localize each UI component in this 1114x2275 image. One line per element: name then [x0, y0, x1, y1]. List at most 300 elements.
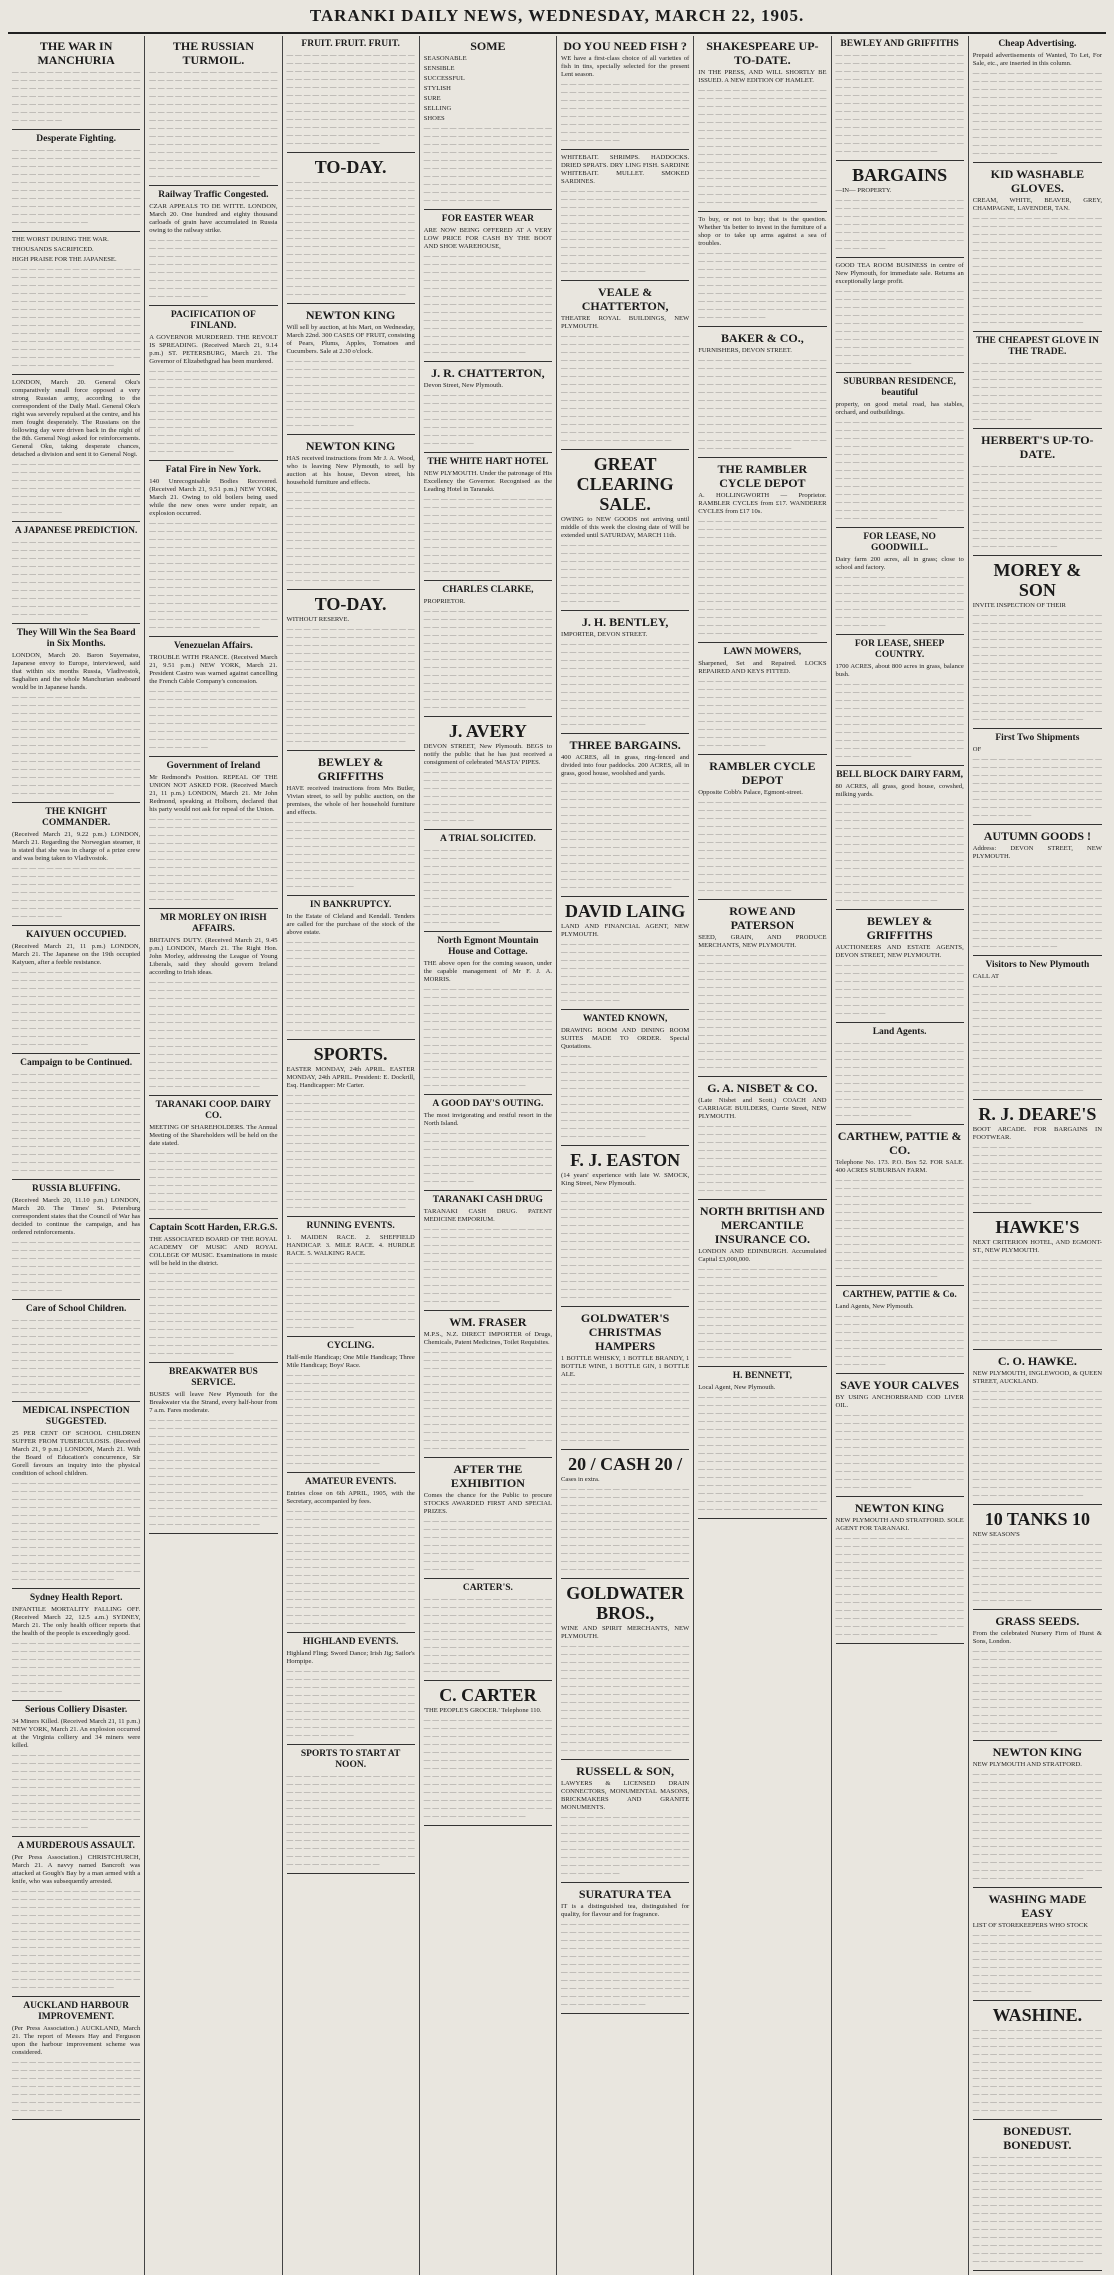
- newsprint-filler: — — — — — — — — — — — — — — — — — — — — — — — — — — — — — — — — — — — — — — — — — — — — — — — — — — — — — — — — — — — — — — — — — — — — — — — — — — — — — — — — — — — — — — — — — — — — — — — — — — — — — — — — — — — — — — — — — — — — — — — — — — — — — — — — — — — — — — — — — — — — — — — — — — — — — — — — — — — — — — — — — — — — — — — — — — — — — — — — — — — — — — — — — — — — — — — —: [12, 1480, 141, 1583]
- article-body: DRAWING ROOM AND DINING ROOM SUITES MADE TO ORDER. Special Quotations.: [561, 1027, 690, 1050]
- article: [287, 1477, 415, 1633]
- column-rule: [12, 1588, 140, 1589]
- newsprint-filler: — — — — — — — — — — — — — — — — — — — — — — — — — — — — — — — — — — — — — — — — — — — — — — — — — — — — — — — — — — — — — — — — — — — — — — — — — — — — — — — — — — — — — — — — — — — — — — — — — — — — — — — — — — — — — — — —: [149, 237, 278, 300]
- article: [424, 214, 552, 362]
- article-body: The most invigorating and restful resort in the North Island.: [423, 1112, 552, 1127]
- column-rule: [698, 1366, 826, 1367]
- column-rule: [973, 1740, 1102, 1741]
- article: [424, 1315, 552, 1458]
- article: [287, 157, 415, 304]
- column-rule: [561, 1145, 689, 1146]
- article-body: NEW PLYMOUTH AND STRATFORD. SOLE AGENT FOR TARANAKI.: [835, 1517, 964, 1532]
- column-rule: [287, 589, 415, 590]
- article-heading: Campaign to be Continued.: [20, 1058, 133, 1068]
- article-heading: KID WASHABLE GLOVES.: [990, 167, 1085, 195]
- article: [836, 532, 964, 635]
- column-rule: [149, 185, 277, 186]
- column-rule: [561, 1578, 689, 1579]
- newsprint-filler: — — — — — — — — — — — — — — — — — — — — — — — — — — — — — — — — — — — — — — — — — — — — — — — — — — — — — — — — — — — — — — — — — — — — — — — — — — — — — — — — — — — — — — — — — — — — — — — — — — — — — — — — — — — — — — — — — — — — — — — — — — — — — — — — — — — — — — — — — — — — — — — —: [835, 681, 964, 760]
- article: [698, 39, 826, 212]
- article-body: IMPORTER, DEVON STREET.: [561, 631, 648, 638]
- article-heading: BEWLEY & GRIFFITHS: [317, 755, 384, 783]
- newsprint-filler: — — — — — — — — — — — — — — — — — — — — — — — — — — — — — — — — — — — — — — — — — — — — — — — — — — — — — — — — — — — — — — — — — — — — — — — — — — — — — — — — — — — — — — — — — — — — — — — — — — — — — — — — — — — — — — — —: [149, 1150, 278, 1213]
- article: [973, 39, 1102, 163]
- article-heading: First Two Shipments: [995, 733, 1080, 743]
- newsprint-filler: — — — — — — — — — — — — — — — — — — — — — — — — — — — — — — — — — — — — — — — — — — — — — — — — — — — — — — — — — — — — — — — — — — — — — — — — — — — — — — — — — — — — — — — — — — — — — — — — — — — — — — — — — — — — — — — — — — — — — — — — — — — — — — — — — — — — — — — — — — — — — — — — — — — — — — — — — — — — — — — — — — — — — — — — — — — — — — — — — — — — — — — — — — — — — — — — — — — — — — — — — — — — — — — —: [972, 983, 1102, 1094]
- article: [561, 738, 689, 897]
- article-heading: A JAPANESE PREDICTION.: [14, 526, 138, 536]
- article-body: 34 Miners Killed. (Received March 21, 11 p.m.) NEW YORK, March 21. An explosion occurred at the Virginia colliery and 34 miners were killed.: [12, 1718, 141, 1749]
- article-body: HAS received instructions from Mr J. A. Wood, who is leaving New Plymouth, to sell by auction at his house, Devon street, his household furniture and effects.: [286, 455, 415, 486]
- newsprint-filler: — — — — — — — — — — — — — — — — — — — — — — — — — — — — — — — — — — — — — — — — — — — — — — — — — — — — — — — — — — — — — — — — — — — — — — — — — — — — — — — — — — — — — — — — — — — — — — — —: [835, 574, 964, 629]
- article: [12, 2001, 140, 2120]
- column-rule: [12, 802, 140, 803]
- newsprint-filler: — — — — — — — — — — — — — — — — — — — — — — — — — — — — — — — — — — — — — — — — — — — — — — — — — — — — — — — — — — — — — — — — — — — — — — — — — — — — — — — — — — — — — — — — — — — — — — — — — — — — — — — — — — — — — — — — — — — — — — — — — — — — — — — —: [286, 1260, 415, 1331]
- article-heading: FOR LEASE, SHEEP COUNTRY.: [854, 639, 945, 660]
- article-body: BY USING ANCHORBRAND COD LIVER OIL.: [835, 1394, 964, 1409]
- article: [424, 721, 552, 830]
- article-heading: IN BANKRUPTCY.: [309, 900, 392, 910]
- newsprint-filler: — — — — — — — — — — — — — — — — — — — — — — — — — — — — — — — — — — — — — — — — — — — — — — — — — — — — — — — — — — — — — — — — — — — — — — — — — — — — — — — — — — — — — — — — — — — — — — — — — — — — — — — — — — — — — — — — — — — — — — — — — — — — — — — — — — — — — — — — — — — — — — — — — — — — — — — — — — — — — — — — — — — — — — — — — — — — — — — — — — — — — — — — — — — — — — — — — — — — — — — — — — — — — — — — — — — — — — — — — — — — — — — —: [698, 1394, 827, 1513]
- newsprint-filler: — — — — — — — — — — — — — — — — — — — — — — — — — — — — — — — — — — — — — — — — — — — — — — — — — — — — — — — — — — — — — — — — — — — — — — — — — — — — — — — — — — — — — — — — — — — — — — — — — — — — — — — — — — — — — — — — — — — — — — — — — — — — — — — — — — — — — — — — — — — — — — — — — — — — — — — — — — — — — — — — — — — — — — — — — — — — — — — —: [698, 1266, 827, 1361]
- newsprint-filler: — — — — — — — — — — — — — — — — — — — — — — — — — — — — — — — — — — — — — — — — — — — — — — — — — — — — — — — — — — — — — — — — — — — — — — — — — — — — — — — — — — — — — — — — — — — — — — — — — — — — — — — — — — — — — — — — — — — — — — — — — — — — — — — — — — — — — — — — — — — — — — — —: [423, 847, 552, 926]
- article-heading: LAWN MOWERS,: [723, 647, 802, 657]
- column-rule: [424, 361, 552, 362]
- article: [12, 1705, 140, 1837]
- column-rule: [561, 1449, 689, 1450]
- column-rule: [973, 1212, 1102, 1213]
- article-body: BOOT ARCADE. FOR BARGAINS IN FOOTWEAR.: [972, 1126, 1102, 1141]
- article: [149, 1100, 277, 1219]
- article-body: (14 years' experience with late W. SMOCK, King Street, New Plymouth.: [561, 1172, 690, 1187]
- column-rule: [424, 1825, 552, 1826]
- article-heading: 20 / CASH 20 /: [568, 1454, 683, 1474]
- column-rule: [698, 326, 826, 327]
- article-body: Mr Redmond's Position. REPEAL OF THE UNION NOT ASKED FOR. (Received March 21, 11 p.m.) LONDON, March 21. Mr John Redmond, speaking at Holborn, declared that his party would not ask for repeal of the Union.: [149, 774, 278, 813]
- column-rule: [973, 331, 1102, 332]
- article: [149, 1367, 277, 1534]
- article: [424, 1195, 552, 1311]
- article: [424, 457, 552, 581]
- article-heading: WASHING MADE EASY: [988, 1892, 1087, 1920]
- article-body: (Received March 21, 9.22 p.m.) LONDON, March 21. Regarding the Norwegian steamer, it is stated that she was in charge of a prize crew and was being taken to Vladivostok.: [12, 831, 141, 862]
- article-heading: SPORTS TO START AT NOON.: [300, 1749, 401, 1770]
- column-rule: [149, 1362, 277, 1363]
- column-rule: [836, 1373, 964, 1374]
- column-1: [8, 36, 145, 2275]
- article-heading: NORTH BRITISH AND MERCANTILE INSURANCE CO.: [699, 1204, 825, 1246]
- newsprint-filler: — — — — — — — — — — — — — — — — — — — — — — — — — — — — — — — — — — — — — — — — — — — — — — — — — — — — — — — — — — — — — — — — — — — — — — — — — — — — — — — — — — — — — — — — — — — — — — — — — — — — — — — — — — — — — — — — — — — — — — — — — — — — — — — — — — — — — — — — — — — — — — — — — — — — — — — — — — — — — — — —: [972, 1648, 1102, 1735]
- article: [973, 829, 1102, 956]
- column-rule: [12, 374, 140, 375]
- article-body: TARANAKI CASH DRUG. PATENT MEDICINE EMPORIUM.: [423, 1208, 552, 1223]
- article: [973, 2124, 1102, 2271]
- article: [973, 167, 1102, 332]
- column-5: [557, 36, 694, 2275]
- article-body: SEASONABLE: [423, 55, 467, 62]
- newsprint-filler: — — — — — — — — — — — — — — — — — — — — — — — — — — — — — — — — — — — — — — — — — — — — — — — — — — — — — — — — — — — — — — — — — — — — — — — — — — — — — — — — — — — — — — — — — — — — — — — — — — — — — — — — — — — — — — — — — — — — — — — — — — — — — — — — — — — — — — — — — — — — — — — — — — — — — — — — — — — — — — — — — — — — — — — — — — — — — — — —: [698, 799, 827, 894]
- article: [287, 1341, 415, 1473]
- article-body: THOUSANDS SACRIFICED.: [12, 246, 94, 253]
- newsprint-filler: — — — — — — — — — — — — — — — — — — — — — — — — — — — — — — — — — — — — — — — — — — — — — — — — — — — — — — — — — — — — — — — — — — — — — — — — — — — — — — — — — — — — — — — — — — — — — — — —: [12, 1239, 141, 1294]
- article: [836, 1027, 964, 1125]
- article-body: NEW PLYMOUTH. Under the patronage of His Excellency the Governor. Recognised as the Leading Hotel in Taranaki.: [423, 470, 552, 493]
- column-rule: [12, 231, 140, 232]
- column-rule: [149, 1095, 277, 1096]
- article: [287, 308, 415, 435]
- article-heading: Care of School Children.: [25, 1304, 127, 1314]
- article: [698, 1204, 826, 1367]
- masthead-title: TARANKI DAILY NEWS, WEDNESDAY, MARCH 22, 1905.: [309, 6, 805, 25]
- column-rule: [424, 716, 552, 717]
- column-rule: [561, 896, 689, 897]
- article: [287, 1749, 415, 1874]
- newsprint-filler: — — — — — — — — — — — — — — — — — — — — — — — — — — — — — — — — — — — — — — — — — — — — — — — — — — — — — — — — — — — — — — — — — — — — — — — — — — — — — — — — — — — — — — — — — — — — — — — —: [12, 865, 141, 920]
- article-body: 1700 ACRES, about 800 acres in grass, balance bush.: [835, 663, 964, 678]
- newsprint-filler: — — — — — — — — — — — — — — — — — — — — — — — — — — — — — — — — — — — — — — — — — — — — — — — — — — — — — — — — — — — — — — — — — — — — — — — — — — — — — — — — — — — — — — — — — — — — — — — — — — — — — — — — — — — — — — — — — — — — — — — — — — — — — — — — — — — — — — — — — — — — — — — — — — — — — — — — — — — — — — — — — — — — — — — — — — — — — — — — — — — — — — — — — — — — — — — — — — — — — — — — — — — — — — — —: [561, 333, 690, 444]
- article-heading: GRASS SEEDS.: [995, 1614, 1080, 1628]
- column-rule: [424, 829, 552, 830]
- article-heading: DAVID LAING: [565, 901, 686, 921]
- newsprint-filler: — — — — — — — — — — — — — — — — — — — — — — — — — — — — — — — — — — — — — — — — — — — — — — — — — — — — — — — — — — — — — — — — — — — — — — — — — — — — — — — — — — — — — — — — — — — — — — — — — — — — — — — — — — — — — — — — — — — — — — — — — — — — — — — — — — — — — — — — — — — — — — — — — — — — — — — — — — — — — — — — — — — — — — — — — — — — — — — — — — — — — — — — — — — — — — — — — — — — — — — — — — — — — — — —: [561, 1190, 690, 1301]
- article: [698, 904, 826, 1077]
- newsprint-filler: — — — — — — — — — — — — — — — — — — — — — — — — — — — — — — — — — — — — — — — — — — — — — — — — — — — — — — — — — — — — — — — — — — — — — — — — — — — — — — — — — — — — — — — — — — — — — — — — — — — — — — — — — — — — — — — — — — — — — — — — — — — — — — — — — — — — — — — — — — — — — — — — — — — — — — — — — — — — — — — — — — — — — — — — — — — — — — — — — — — — — — — — — — — — — — — — — — — — — — — — — — — — — — — —: [972, 2154, 1102, 2265]
- article-body: Opposite Cobb's Palace, Egmont-street.: [698, 789, 803, 796]
- article-heading: DO YOU NEED FISH ?: [563, 39, 687, 53]
- article-body: SELLING: [423, 105, 452, 112]
- article-heading: VEALE & CHATTERTON,: [581, 285, 669, 313]
- column-rule: [836, 257, 964, 258]
- article-heading: MEDICAL INSPECTION SUGGESTED.: [22, 1406, 130, 1427]
- newsprint-filler: — — — — — — — — — — — — — — — — — — — — — — — — — — — — — — — — — — — — — — — — — — — — — — — — — — — — — — — — — — — — — — — — — — — — — — — — — — — — — — — — — — — — — — — — — — — — — — — — — — — — — — — — — — — — — — — —: [561, 1381, 690, 1444]
- newsprint-filler: — — — — — — — — — — — — — — — — — — — — — — — — — — — — — — — — — — — — — — — — — — — — — — — — — — — — — — — — — — — — — — — — — — — — — — — — — — — — — — — — — — — — — — — — — — — — — — — — — — — — — — — — — — — — — — — — — — — — — — — — — — — — — — — — — — — — — — — — — — — — — — — — — — — — — — — — — — — — — — — — — — — — — — — — — — — — — — — — — — — — — — — — — — — — — — — —: [12, 266, 141, 369]
- article: [698, 1371, 826, 1519]
- article: [698, 331, 826, 458]
- newsprint-filler: — — — — — — — — — — — — — — — — — — — — — — — — — — — — — — — — — — — — — — — — — — — — — — — — — — — — — — — — — — — — — — — — — — — — — — — — — — — — — — — — — — — — — — — — — — — — — — — — — — — — — — — — — — — — — — — — — — — — — — — — — — — — — — — — — — — — — — — — — — — — — — — —: [423, 125, 552, 204]
- article: [561, 615, 689, 734]
- newsprint-filler: — — — — — — — — — — — — — — — — — — — — — — — — — — — — — — — — — — — — — — — — — — — — — — — — — — — — — — — — — — — — — — — — — — — — — — — — — — — — — — — — — — — — — — — — — — — — — — — — — — — — — — — — — — — — — — — —: [972, 360, 1102, 423]
- newsprint-filler: — — — — — — — — — — — — — — — — — — — — — — — — — — — — — — — — — — — — — — — — — — — — — — — — — — — — — — — — — — — — — — — — — — — — — — — — — — — — — — — — — — — — — — — — — — — — — — — — — — — — — — — — — — — — — — — — — — — — — — — — — — — — — — — — — — — — — — — — — — — — — — — — — — — — — — — — — — — — — — — —: [972, 1257, 1102, 1344]
- article-body: —IN— PROPERTY.: [835, 187, 892, 194]
- article-heading: SPORTS.: [313, 1044, 388, 1064]
- article-heading: AUCKLAND HARBOUR IMPROVEMENT.: [23, 2001, 130, 2022]
- article-body: Comes the chance for the Public to procure STOCKS AWARDED FIRST AND SPECIAL PRIZES.: [423, 1492, 552, 1515]
- article: [287, 39, 415, 153]
- article-body: Sharpened, Set and Repaired. LOCKS REPAIRED AND KEYS FITTED.: [698, 660, 827, 675]
- article-body: Address: DEVON STREET, NEW PLYMOUTH.: [972, 845, 1102, 860]
- article-heading: GOLDWATER BROS.,: [566, 1583, 684, 1623]
- article-heading: FOR EASTER WEAR: [441, 214, 534, 224]
- column-rule: [973, 728, 1102, 729]
- article: [561, 454, 689, 611]
- article-heading: HAWKE'S: [995, 1217, 1080, 1237]
- article-heading: G. A. NISBET & CO.: [707, 1081, 818, 1095]
- newsprint-filler: — — — — — — — — — — — — — — — — — — — — — — — — — — — — — — — — — — — — — — — — — — — — — — — — — — — — — — — — — — — — — — — — — — — — — — — — — — — — — — — — — — — — — — — — — — — — — — — — — — — — — — — — — — — — — — — — — — — — — — — — — — — — — — — — — — — — — — — — — — — — — — — — — — — — — — — — — — — — — — — — — — — — — — — — — — — — — — — — — — — — — — — — — — — — — — — — — — — — — — — — — — — — — — — —: [149, 1417, 278, 1528]
- newsprint-filler: — — — — — — — — — — — — — — — — — — — — — — — — — — — — — — — — — — — — — — — — — — — — — — — — — — — — — — — — — — — — — — — — — — — — — — — — — — — — — — — — — — — — — — — — — — — — — — — — — — — — — — — — — — — — — — — — — — — — — — — — — — — — — — — — — — — — — — — — — — — — — — — — — — — — — — — — — — — — — — — — — — — — — — — — — — — — — — — — — — — — — — — — — — — — — — — —: [423, 986, 552, 1089]
- article-body: (Per Press Association.) CHRISTCHURCH, March 21. A navvy named Bancroft was attacked at Gough's Bay by a man armed with a knife, who was subsequently arrested.: [12, 1854, 141, 1885]
- column-rule: [149, 460, 277, 461]
- column-4: [420, 36, 557, 2275]
- article-body: M.P.S., N.Z. DIRECT IMPORTER of Drugs, Chemicals, Patent Medicines, Toilet Requisites.: [423, 1331, 552, 1346]
- article: [12, 236, 140, 375]
- article-body: NEXT CRITERION HOTEL, AND EGMONT-ST., NEW PLYMOUTH.: [972, 1239, 1102, 1254]
- column-rule: [836, 1124, 964, 1125]
- article: [561, 154, 689, 281]
- article-heading: NEWTON KING: [992, 1745, 1083, 1759]
- article-heading: GOLDWATER'S CHRISTMAS HAMPERS: [580, 1311, 670, 1353]
- article: [973, 433, 1102, 556]
- article-heading: Railway Traffic Congested.: [158, 190, 269, 200]
- column-rule: [424, 1190, 552, 1191]
- article: [424, 39, 552, 210]
- article: [561, 1583, 689, 1760]
- article-body: THE ASSOCIATED BOARD OF THE ROYAL ACADEMY OF MUSIC AND ROYAL COLLEGE OF MUSIC. Examinations in music will be held in the district.: [149, 1236, 278, 1267]
- article-heading: CARTHEW, PATTIE & CO.: [837, 1129, 962, 1157]
- article: [561, 1150, 689, 1307]
- column-rule: [698, 1199, 826, 1200]
- article-heading: Visitors to New Plymouth: [985, 960, 1090, 970]
- article: [12, 1406, 140, 1589]
- column-rule: [12, 1053, 140, 1054]
- article-heading: A GOOD DAY'S OUTING.: [432, 1099, 544, 1109]
- article: [12, 1593, 140, 1701]
- newsprint-filler: — — — — — — — — — — — — — — — — — — — — — — — — — — — — — — — — — — — — — — — — — — — — — — — — — — — — — — — — — — — — — — — — — — — — — — — — — — — — — — — — — — — — — — — — — — — — — — — — — — — — — — — — — — — — — — — —: [561, 542, 690, 605]
- column-rule: [12, 1996, 140, 1997]
- newsprint-filler: — — — — — — — — — — — — — — — — — — — — — — — — — — — — — — — — — — — — — — — — — — — — — — — — — — — — — — — — — — — — — — — — — — — — — — — — — — — — — — — — — — — — — — — — — — — — — — — — — — — — — — — — — — — — — — — — — — — — — — — — — — — — — — — —: [698, 678, 827, 749]
- column-rule: [561, 149, 689, 150]
- article: [12, 526, 140, 624]
- column-rule: [561, 1306, 689, 1307]
- article-heading: PACIFICATION OF FINLAND.: [170, 310, 256, 331]
- article-body: PROPRIETOR.: [423, 598, 466, 605]
- column-rule: [561, 1759, 689, 1760]
- newsprint-filler: — — — — — — — — — — — — — — — — — — — — — — — — — — — — — — — — — — — — — — — — — — — — — — — — — — — — — — — — — — — — — — — — — — — — — — — — — — — — — — — — — — — — — — — — — — — — — — — — — — — — — — — — — — — — — — — — — — — — — — — — — — — — — — — — — — — — — — — — — — — — — — — — — — — — — — — — — — — — — — — — — — — — — — — — — — — — — — — — — — — — — — — — — — — — — — — —: [423, 1349, 552, 1452]
- newsprint-filler: — — — — — — — — — — — — — — — — — — — — — — — — — — — — — — — — — — — — — — — — — — — — — — — — — — — — — — — — — — — — — — — — — — — — — — — — — — — — — — — — — — — — — — — — — — — — — — — — — — — — — — — — — — — — — — — — — — — — — — — — — — — — — — — — — — — — — — — — — — — — — — — —: [423, 1596, 552, 1675]
- article-heading: THE WAR IN MANCHURIA: [37, 39, 115, 67]
- newsprint-filler: — — — — — — — — — — — — — — — — — — — — — — — — — — — — — — — — — — — — — — — — — — — — — — — — — — — — — — — — — — — — — — — — — — — — — — — — — — — — — — — — — — — — — — — — — — — — — — — — — — — — — — — — — — — — — — — — — — — — — — — — — — — — — — — — — — — — — — — — — — — — — — — — — — — — — — — — — — — — — — — —: [561, 188, 690, 275]
- column-rule: [561, 1882, 689, 1883]
- newsprint-filler: — — — — — — — — — — — — — — — — — — — — — — — — — — — — — — — — — — — — — — — — — — — — — — — — — — — — — — — — — — — — — — — — — — — — — — — — — — — — — — — — — — — — — — — — — — — — — — — — — — — — — — — — — — — — — — — —: [149, 688, 278, 751]
- column-rule: [287, 303, 415, 304]
- column-rule: [424, 1578, 552, 1579]
- article-heading: RUSSELL & SON,: [576, 1764, 674, 1778]
- newsprint-filler: — — — — — — — — — — — — — — — — — — — — — — — — — — — — — — — — — — — — — — — — — — — — — — — — — — — — — — — — — — — — — — — — — — — — — — — — — — — — — — — — — — — — — — — — — — — — — — — — — — — — — — — — — — — — — — — — — — — — — — — — — — — — — — — — — — — — — — — — — — — — — — — — — — — — — — — — — — — — — — — — — — — — — — — — — — — — — — — — — — — — — — — — — — — — — — — —: [423, 253, 552, 356]
- article: [561, 1764, 689, 1883]
- article-heading: Sydney Health Report.: [29, 1593, 123, 1603]
- article-heading: SAVE YOUR CALVES: [840, 1378, 960, 1392]
- article: [12, 807, 140, 926]
- column-rule: [424, 1094, 552, 1095]
- article: [12, 930, 140, 1054]
- column-rule: [12, 129, 140, 130]
- article: [973, 960, 1102, 1100]
- newsprint-filler: — — — — — — — — — — — — — — — — — — — — — — — — — — — — — — — — — — — — — — — — — — — — — — — — — — — — — — — — — — — — — — — — — — — — — — — — — — — — — — — — — — — — — — — — — — — — — — — — — — — — — — — — — — — — — — — — — — — — — — — — — — — — — — — — — — — — — — — — — — — — — — — — — — — — — — — — — — — — — — — — — — — — — — — — — — — — — — — — — — — — — — — — — — — — — — — — — — — — — — — — — — — — — — — — — — — — — — — — — — — — — — — —: [698, 87, 827, 206]
- column-rule: [561, 610, 689, 611]
- article: [424, 1099, 552, 1191]
- article-heading: CARTHEW, PATTIE & Co.: [842, 1290, 957, 1300]
- article: [698, 759, 826, 900]
- article: [12, 1184, 140, 1300]
- newsprint-filler: — — — — — — — — — — — — — — — — — — — — — — — — — — — — — — — — — — — — — — — — — — — — — — — — — — — — — — — — — — — — — — — — — — — — — — — — — — — — — — — — — — — — — — — — — — — — — — — — — — — — — — — — — — — — — — — — — — — — — — — — — — — — — — — — — — — — — — — — — — — — — — — — — — — — — — — — — — — — — — — — — — — — — — — — — — — — — — — — — — — — — — — — — — — — — — — — — — — — — — — — — — — — — — — —: [149, 979, 278, 1090]
- column-rule: [424, 452, 552, 453]
- article-body: WITHOUT RESERVE.: [286, 616, 350, 623]
- article-heading: Desperate Fighting.: [36, 134, 116, 144]
- article-heading: WANTED KNOWN,: [582, 1014, 668, 1024]
- column-rule: [287, 1632, 415, 1633]
- article-body: A GOVERNOR MURDERED. THE REVOLT IS SPREADING. (Received March 21, 9.14 p.m.) ST. PETERSBURG, March 21. The Governor of Elizabethgrad has been murdered.: [149, 334, 278, 365]
- newsprint-filler: — — — — — — — — — — — — — — — — — — — — — — — — — — — — — — — — — — — — — — — — — — — — — — — — — — — — — — — — — — — — — — — — — — — — — — — — — — — — — — — — — — — — — — — — — — — — — — — — — — — — — — — — — — — — — — — —: [972, 1144, 1102, 1207]
- newsprint-filler: — — — — — — — — — — — — — — — — — — — — — — — — — — — — — — — — — — — — — — — — — — — — — — — — — — — — — — — — — — — — — — — — — — — — — — — — — — — — — — — — — — — — — — — — — — — — — — — — — — — — — — — — — — — — — — — — — — — — — — — — — — — — — — — — — — — — — — — — — — — — — — — — — — — — — — — — — — — — — — — — — — — — — — — — — — — — — — — — — — — — — — — — — — — — — — — — — — — — — — — — — — — — — — — — — — — — — — — — — — — — — — — —: [698, 952, 827, 1071]
- article-heading: SUBURBAN RESIDENCE, beautiful: [843, 377, 956, 398]
- newsprint-filler: — — — — — — — — — — — — — — — — — — — — — — — — — — — — — — — — — — — — — — — — — — — — — — — — — — — — — — — — — — — — — — — — — — — — — — — — — — — — — — — — — — — — — — — — — — — — — — — — — — — — — — — — — — — — — — — — — — — — — — — — — — — — — — — —: [286, 358, 415, 429]
- article-heading: TO-DAY.: [314, 157, 387, 177]
- article-body: Entries close on 6th APRIL, 1905, with the Secretary, accompanied by fees.: [286, 1490, 415, 1505]
- article-body: THE above open for the coming season, under the capable management of Mr F. J. A. MORRIS.: [423, 960, 552, 983]
- newsprint-filler: — — — — — — — — — — — — — — — — — — — — — — — — — — — — — — — — — — — — — — — — — — — — — — — — — — — — — — — — — — — — — — — — — — — — — — — — — — — — — — — — — — — — — — — — — — — — — — — — — — — — — — — — — — — — — — — — — — — — — — — — — — — — — — — — — — — — — — — — — — — — — — — — — — — — — — — — — — — — — — — — — — — — — — — — — — — — — — — — — — — — — — — — — — — — — — — — — — — — — — — — — — — — — — — — — — — — — — — — — — — — — — — —: [698, 518, 827, 637]
- article: [12, 628, 140, 803]
- column-rule: [287, 1873, 415, 1874]
- article-heading: J. AVERY: [448, 721, 527, 741]
- newsprint-filler: — — — — — — — — — — — — — — — — — — — — — — — — — — — — — — — — — — — — — — — — — — — — — — — — — — — — — — — — — — — — — — — — — — — — — — — — — — — — — — — — — — — — — — — — — — — — — — — — — — — — — — — — — — — — — — — — — — — — — — — — — — — — — — — — — — — — — — — — — — — — — — — —: [12, 539, 141, 618]
- article-heading: J. H. BENTLEY,: [581, 615, 669, 629]
- column-rule: [287, 1744, 415, 1745]
- newsprint-filler: — — — — — — — — — — — — — — — — — — — — — — — — — — — — — — — — — — — — — — — — — — — — — — — — — — — — — — — — — — — — — — — — — — — — — — — — — — — — — — — — — — — — — — — — — — — — — — — —: [835, 197, 964, 252]
- article-body: 140 Unrecognisable Bodies Recovered. (Received March 21, 9.51 p.m.) NEW YORK, March 21. Owing to old boilers being used while the new ones were under repair, an explosion occurred.: [149, 478, 278, 517]
- article-body: Highland Fling; Sword Dance; Irish Jig; Sailor's Hornpipe.: [286, 1650, 415, 1665]
- article: [973, 336, 1102, 429]
- column-rule: [973, 2000, 1102, 2001]
- column-rule: [698, 754, 826, 755]
- newsprint-filler: — — — — — — — — — — — — — — — — — — — — — — — — — — — — — — — — — — — — — — — — — — — — — — — — — — — — — — — — — — — — — — — — — — — — — — — — — — — — — — — — — — — — — — — — — — — — — — — — — — — — — — — — — — — — — — — — — — — — — — — — — — — — — — — — — — — — — — — — — — — — — — — — — — — — — — — — — — — — — — — — — — — — — — — — — — — — — — — — — — — — — — — — — — — — — — — — — — — — — — — — — — — — — — — — — — — — — — — — — — — — — — — —: [286, 626, 415, 745]
- article-body: SHOES: [423, 115, 445, 122]
- article: [149, 913, 277, 1096]
- article-body: NEW SEASON'S: [972, 1531, 1020, 1538]
- article-heading: MR MORLEY ON IRISH AFFAIRS.: [160, 913, 267, 934]
- article-heading: BELL BLOCK DAIRY FARM,: [836, 770, 964, 780]
- article: [836, 165, 964, 258]
- column-rule: [973, 1099, 1102, 1100]
- article-heading: CHARLES CLARKE,: [442, 585, 534, 595]
- column-rule: [698, 642, 826, 643]
- column-rule: [698, 211, 826, 212]
- article-body: TROUBLE WITH FRANCE. (Received March 21, 9.51 p.m.) NEW YORK, March 21. President Castro was warned against cancelling the French Cable Company's concession.: [149, 654, 278, 685]
- article: [424, 366, 552, 453]
- column-rule: [149, 636, 277, 637]
- article-heading: AUTUMN GOODS !: [983, 829, 1092, 843]
- newsprint-filler: — — — — — — — — — — — — — — — — — — — — — — — — — — — — — — — — — — — — — — — — — — — — — — — — — — — — — — — — — — — — — — — — — — — — — — — — — — — — — — — — — — — — — — — — — — — — — — — — — — — — — — — — — — — — — — — — — — — — — — — — — — — — — — — — — — — — — — — — — — — — — — — — — — — — — — — — — — — — — — — — — — — — — — — — — — — — — — — —: [286, 939, 415, 1034]
- newsprint-filler: — — — — — — — — — — — — — — — — — — — — — — — — — — — — — — — — — — — — — — — — — — — — — — — — — — — — — — — — — — — — — — — — — — — — — — — — — — — — — — — — — — — — — — — — — — — — — — — — — — — — — — — — — — — — — — — — — — — — — — — — — — — — — — — — — — — — — — — — — — — — — — — — — — — — — — — — — — — — — — — — — — — — — — — — — — — — — — — — — — — — — — — — — — — — — — — — — — — — — — — — — — — — — — — —: [149, 69, 278, 180]
- article-heading: GREAT CLEARING SALE.: [576, 454, 674, 514]
- article-heading: North Egmont Mountain House and Cottage.: [437, 936, 539, 957]
- newsprint-filler: — — — — — — — — — — — — — — — — — — — — — — — — — — — — — — — — — — — — — — — — — — — — — — — — — — — — — — — — — — — — — — — — — — — — — — — — — — — — — — — — — — — — — — — — — — — — — — — — — — — — — — — — — — — — — — — — — — — — — — — — — — — — — — — — — — — — — — — — — — — — — — — — — — — — — — — — — — — — — — — — — — — — — — — — — — — — — — — — — — — — — — — — — — — — — — — — — — — — — — — — — — — — — — — —: [972, 612, 1102, 723]
- article-body: OWING to NEW GOODS not arriving until middle of this week the closing date of Will be extended until SATURDAY, MARCH 11th.: [561, 516, 690, 539]
- column-rule: [12, 2119, 140, 2120]
- newsprint-filler: — — — — — — — — — — — — — — — — — — — — — — — — — — — — — — — — — — — — — — — — — — — — — — — — — — — — — — — — — — — — — — — — — — — — — — — — — — — — — — — — — — — — — — — — — — — — — — — — — — — — — — — — — — — — — — — — — — — — — — — — — — — — — — — — — — — — — — — — — — — — — — — — — — — — — — — — — — — — — — — — — — — — — — — — — — — — — — — — — — — — — — — — — — — — — — — —: [12, 1071, 141, 1174]
- article-body: ARE NOW BEING OFFERED AT A VERY LOW PRICE FOR CASH BY THE BOOT AND SHOE WAREHOUSE,: [423, 227, 552, 250]
- article-heading: KAIYUEN OCCUPIED.: [25, 930, 127, 940]
- article-heading: BARGAINS: [852, 165, 948, 185]
- newsprint-filler: — — — — — — — — — — — — — — — — — — — — — — — — — — — — — — — — — — — — — — — — — — — — — — — — — — — — — — — — — — — — — — — — — — — — — — — — — — — — — — — — — — — — — — — — — — — — — — — —: [423, 1130, 552, 1185]
- article-heading: R. J. DEARE'S: [978, 1104, 1097, 1124]
- article-heading: NEWTON KING: [305, 308, 396, 322]
- column-rule: [149, 1533, 277, 1534]
- article-heading: BONEDUST. BONEDUST.: [1003, 2124, 1072, 2152]
- newsprint-filler: — — — — — — — — — — — — — — — — — — — — — — — — — — — — — — — — — — — — — — — — — — — — — — — — — — — — — — — — — — — — — — — — — — — — — — — — — — — — — — — — — — — — — — — — — — — — — — — — — — — — — — — — — — — — — — — — — — — — — — — — — — — — — — — — — — — — — — — — — — — — — — — —: [12, 147, 141, 226]
- article-heading: SURATURA TEA: [578, 1887, 672, 1901]
- article-body: THE WORST DURING THE WAR.: [12, 236, 109, 243]
- column-rule: [698, 1518, 826, 1519]
- article: [698, 1081, 826, 1200]
- newsprint-filler: — — — — — — — — — — — — — — — — — — — — — — — — — — — — — — — — — — — — — — — — — — — — — — — — — — — — — — — — — — — — — — — — — — — — — — — — — — — — — — — — — — — — — — — — — — — — — — — — — — — — — — — — — — — — — — — —: [561, 1814, 690, 1877]
- article: [698, 462, 826, 643]
- newsprint-filler: — — — — — — — — — — — — — — — — — — — — — — — — — — — — — — — — — — — — — — — — — — — — — — — — — — — — — — — — — — — — — — — — — — — — — — — — — — — — — — — — — — — — — — — — — — — — — — — — — — — — — — — — — — — — — — — — — — — — — — — — — — — — — — — — — — — — — — — — — — — — — — — — — — — — — — — — — — — — — — — — — — — — — — — — — — — — — — — — — — — — — — — — — — — — — — — —: [12, 1888, 141, 1991]
- article-body: LIST OF STOREKEEPERS WHO STOCK: [972, 1922, 1089, 1929]
- article: [12, 1304, 140, 1402]
- article: [973, 1892, 1102, 2001]
- article-body: SURE: [423, 95, 441, 102]
- column-rule: [561, 733, 689, 734]
- column-rule: [973, 2270, 1102, 2271]
- article-body: GOOD TEA ROOM BUSINESS in centre of New Plymouth, for immediate sale. Returns an exceptionally large profit.: [835, 262, 964, 285]
- article: [149, 190, 277, 306]
- newsprint-filler: — — — — — — — — — — — — — — — — — — — — — — — — — — — — — — — — — — — — — — — — — — — — — — — — — — — — — — — — — — — — — — — — — — — — — — — — — — — — — — — — — — — — — — — — — — — — — — — — — — — — — — — — — — — — — — — — — — — — — — — — — — — — — — — — — — — — — — — — — — — — — — — — — — — — — — — — — — — — — — — — — — — — — — — — — — — — — — — — — — — — — — — — — — — — — — — — — — — — — — — — — — — — — — — — — — — — — — — — — — — — — — — —: [286, 1508, 415, 1627]
- article-heading: 10 TANKS 10: [984, 1509, 1091, 1529]
- article-body: (Per Press Association.) AUCKLAND, March 21. The report of Messrs Hay and Ferguson upon the harbour improvement scheme was considered.: [12, 2025, 141, 2056]
- newsprint-filler: — — — — — — — — — — — — — — — — — — — — — — — — — — — — — — — — — — — — — — — — — — — — — — — — — — — — — — — — — — — — — — — — — — — — — — — — — — — — — — — — — — — — — — — — — — — — — — — —: [423, 769, 552, 824]
- article-heading: RUSSIA BLUFFING.: [32, 1184, 121, 1194]
- article: [287, 439, 415, 590]
- article: [836, 377, 964, 528]
- newsprint-filler: — — — — — — — — — — — — — — — — — — — — — — — — — — — — — — — — — — — — — — — — — — — — — — — — — — — — — — — — — — — — — — — — — — — — — — — — — — — — — — — — — — — — — — — — — — — — — — — — — — — — — — — — — — — — — — — —: [561, 81, 690, 144]
- article-heading: RAMBLER CYCLE DEPOT: [709, 759, 816, 787]
- column-rule: [973, 162, 1102, 163]
- article-body: INFANTILE MORTALITY FALLING OFF. (Received March 22, 12.5 a.m.) SYDNEY, March 21. The only health officer reports that the health of the people is exceedingly good.: [12, 1606, 141, 1637]
- article-body: From the celebrated Nursery Firm of Hurst & Sons, London.: [972, 1630, 1102, 1645]
- article: [698, 647, 826, 755]
- article: [973, 733, 1102, 825]
- column-rule: [836, 765, 964, 766]
- newsprint-filler: — — — — — — — — — — — — — — — — — — — — — — — — — — — — — — — — — — — — — — — — — — — — — — — — — — — — — — — — — — — — — — — — — — — — — — — — — — — — — — — — — — — — — — — — — — — — — — — — — — — — — — — — — — — — — — — — — — — — — — — — — — — — — — — — — — — — — — — — — — — — — — — — — — — — — — — — — — — — — — — — — — — — — — — — — — — — — — — — — — — — — — — — — — — — — — — — — — — — — — — — — — — — — — — — — — — — — — — — — — — — — — — —: [286, 179, 415, 298]
- article: [973, 560, 1102, 729]
- newsprint-filler: — — — — — — — — — — — — — — — — — — — — — — — — — — — — — — — — — — — — — — — — — — — — — — — — — — — — — — — — — — — — — — — — — — — — — — — — — — — — — — — — — — — — — — — — — — — — — — — —: [835, 1313, 964, 1368]
- newsprint-filler: — — — — — — — — — — — — — — — — — — — — — — — — — — — — — — — — — — — — — — — — — — — — — — — — — — — — — — — — — — — — — — — — — — — — — — — — — — — — — — — — — — — — — — — — — — — — — — — — — — — — — — — — — — — — — — — — — — — — — — — — — — — — — — — — — — — — — — — — — — — — — — — — — — — — — — — — — — — — — — — —: [561, 1921, 690, 2008]
- columns: [8, 36, 1106, 2265]
- article-body: IN THE PRESS, AND WILL SHORTLY BE ISSUED. A NEW EDITION OF HAMLET.: [698, 69, 827, 84]
- column-rule: [973, 1349, 1102, 1350]
- article-heading: AFTER THE EXHIBITION: [450, 1462, 525, 1490]
- column-rule: [12, 521, 140, 522]
- column-rule: [836, 1285, 964, 1286]
- newsprint-filler: — — — — — — — — — — — — — — — — — — — — — — — — — — — — — — — — — — — — — — — — — — — — — — — — — — — — — — — — — — — — — — — — — — — — — — — — — — — — — — — — — — — — — — — — — — — — — — — — — — — — — — — — — — — — — — — — — — — — — — — — — — — — — — — — — — — — — — — — — — — — — — — —: [423, 1226, 552, 1305]
- newsprint-filler: — — — — — — — — — — — — — — — — — — — — — — — — — — — — — — — — — — — — — — — — — — — — — — — — — — — — — — — — — — — — — — — — — — — — — — — — — — — — — — — — — — — — — — — — — — — — — — — — — — — — — — — — — — — — — — — — — — — — — — — — — — — — — — — — — — — — — — — — — — — — — — — — — — — — — — — — — — — — — — — —: [149, 816, 278, 903]
- article-heading: FRUIT. FRUIT. FRUIT.: [301, 39, 400, 49]
- article: [149, 1223, 277, 1363]
- article-body: BUSES will leave New Plymouth for the Breakwater via the Strand, every half-hour from 7 a.m. Fares moderate.: [149, 1391, 278, 1414]
- article: [149, 310, 277, 461]
- column-rule: [149, 305, 277, 306]
- article-body: SUCCESSFUL: [423, 75, 465, 82]
- article-body: MEETING OF SHAREHOLDERS. The Annual Meeting of the Shareholders will be held on the date stated.: [149, 1124, 278, 1147]
- article-body: property, on good metal road, has stables, orchard, and outbuildings.: [835, 401, 964, 416]
- column-rule: [149, 908, 277, 909]
- article-body: SENSIBLE: [423, 65, 455, 72]
- article-body: Local Agent, New Plymouth.: [698, 1384, 776, 1391]
- column-rule: [973, 955, 1102, 956]
- column-rule: [12, 1836, 140, 1837]
- column-rule: [973, 1609, 1102, 1610]
- article-body: Will sell by auction, at his Mart, on Wednesday, March 22nd. 300 CASES OF FRUIT, consisting of Pears, Plums, Apples, Tomatoes and Cucumbers. Sale at 2.30 o'clock.: [286, 324, 415, 355]
- masthead: [8, 6, 1106, 34]
